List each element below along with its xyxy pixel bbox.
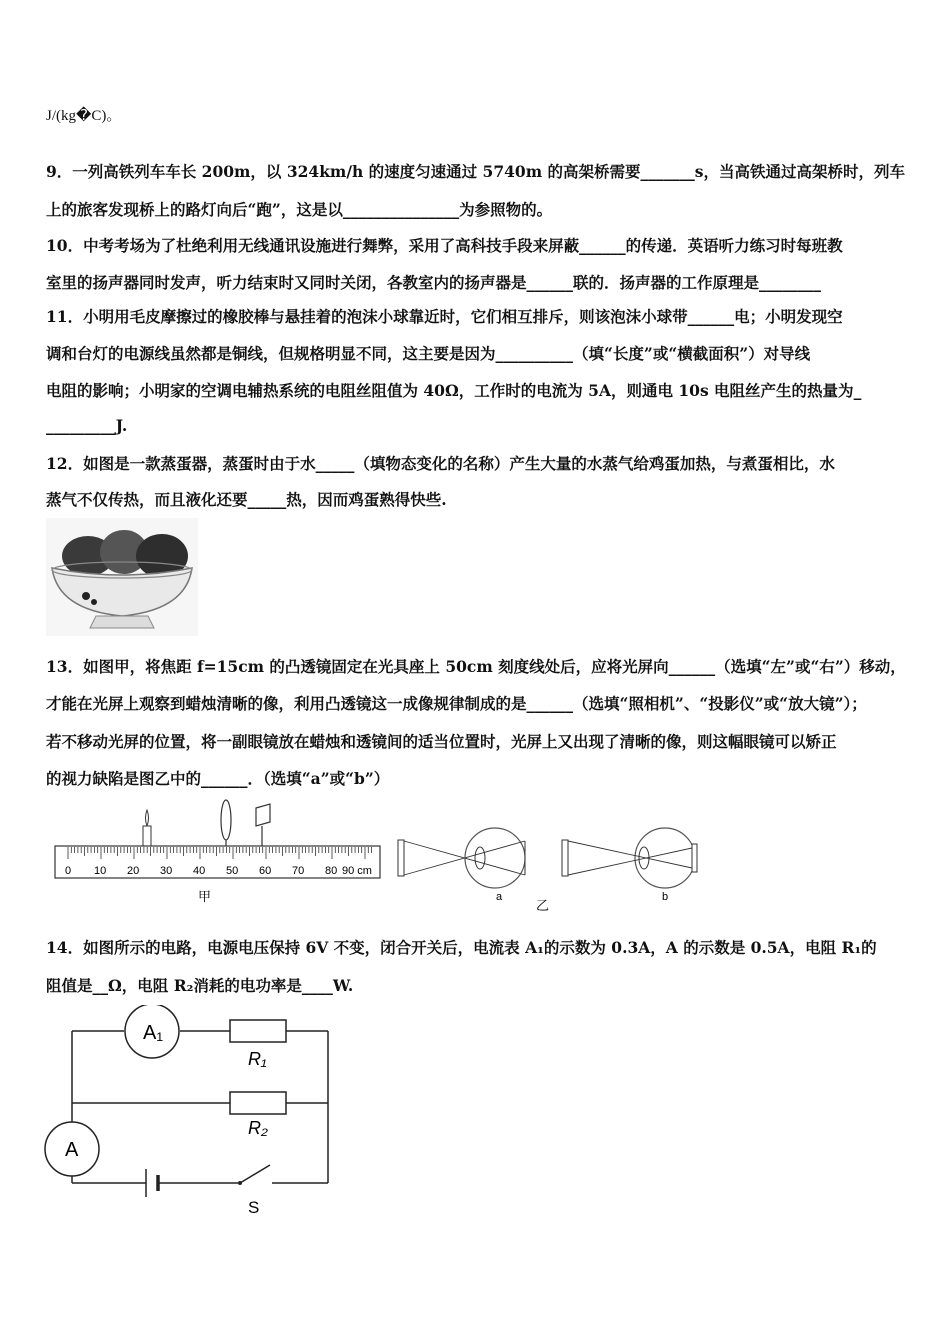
- circuit-diagram: [40, 1005, 340, 1220]
- light-screen: [256, 804, 270, 846]
- ruler-label-30: 30: [160, 865, 173, 877]
- q13-line3: 若不移动光屏的位置，将一副眼镜放在蜡烛和透镜间的适当位置时，光屏上又出现了清晰的像，则这幅眼镜可以矫正: [46, 732, 837, 751]
- ruler-label-90cm: 90 cm: [342, 865, 372, 877]
- q11-line2: 调和台灯的电源线虽然都是铜线，但规格明显不同，这主要是因为__________（填“长度”或“横截面积”）对导线: [46, 344, 811, 363]
- ruler-label-60: 60: [259, 865, 272, 877]
- ruler-label-40: 40: [193, 865, 206, 877]
- q12-line1: 12．如图是一款蒸蛋器，蒸蛋时由于水_____（填物态变化的名称）产生大量的水蒸气给鸡蛋加热，与煮蛋相比，水: [46, 454, 835, 473]
- ruler-label-70: 70: [292, 865, 305, 877]
- specific-heat-unit: J/(kg�C)。: [46, 108, 122, 124]
- q14-line1: 14．如图所示的电路，电源电压保持 6V 不变，闭合开关后，电流表 A₁的示数为 0.3A，A 的示数是 0.5A，电阻 R₁的: [46, 938, 877, 957]
- q12-line2: 蒸气不仅传热，而且液化还要_____热，因而鸡蛋熟得快些.: [46, 490, 447, 509]
- eye-diagram-b: [562, 828, 697, 888]
- eye-label-a: a: [496, 891, 503, 903]
- caption-yi: 乙: [536, 898, 550, 913]
- ammeter-a1-label: A₁: [143, 1022, 164, 1044]
- q9-line1: 9．一列高铁列车车长 200m，以 324km/h 的速度匀速通过 5740m 的高架桥需要_______s，当高铁通过高架桥时，列车: [46, 162, 905, 181]
- resistor-r2: [230, 1092, 286, 1114]
- switch-lever: [240, 1165, 270, 1183]
- q13-line2: 才能在光屏上观察到蜡烛清晰的像，利用凸透镜这一成像规律制成的是______（选填“照相机”、“投影仪”或“放大镜”）；: [46, 694, 867, 713]
- q13-line4: 的视力缺陷是图乙中的______．（选填“a”或“b”）: [46, 769, 390, 788]
- steamer-base: [90, 616, 154, 628]
- resistor-r1-label: R₁: [248, 1049, 267, 1069]
- resistor-r1: [230, 1020, 286, 1042]
- ruler-label-20: 20: [127, 865, 140, 877]
- ruler-label-10: 10: [94, 865, 107, 877]
- q10-line2: 室里的扬声器同时发声，听力结束时又同时关闭，各教室内的扬声器是______联的．扬声器的工作原理是________: [46, 273, 822, 292]
- ammeter-a-label: A: [65, 1139, 79, 1161]
- caption-jia: 甲: [198, 889, 212, 904]
- q10-line1: 10．中考考场为了杜绝利用无线通讯设施进行舞弊，采用了高科技手段来屏蔽______的传递．英语听力练习时每班教: [46, 236, 843, 255]
- switch-label: S: [248, 1198, 260, 1217]
- resistor-r2-label: R₂: [248, 1118, 268, 1138]
- egg-steamer-image: [46, 518, 198, 636]
- q11-line4: _________J.: [46, 416, 128, 435]
- eye-label-b: b: [662, 891, 669, 903]
- q11-line1: 11．小明用毛皮摩擦过的橡胶棒与悬挂着的泡沫小球靠近时，它们相互排斥，则该泡沫小球带______电；小明发现空: [46, 307, 843, 326]
- q13-line1: 13．如图甲，将焦距 f=15cm 的凸透镜固定在光具座上 50cm 刻度线处后，应将光屏向______（选填“左”或“右”）移动，: [46, 657, 906, 676]
- candle: [143, 810, 151, 846]
- ruler-label-50: 50: [226, 865, 239, 877]
- ruler-label-0: 0: [65, 865, 72, 877]
- convex-lens: [221, 800, 231, 846]
- q9-line2: 上的旅客发现桥上的路灯向后“跑”，这是以_______________为参照物的。: [46, 200, 553, 219]
- eye-diagram-a: [398, 828, 525, 888]
- optics-figure: [50, 798, 720, 916]
- q11-line3: 电阻的影响；小明家的空调电辅热系统的电阻丝阻值为 40Ω，工作时的电流为 5A，则通电 10s 电阻丝产生的热量为_: [46, 381, 862, 400]
- q14-line2: 阻值是__Ω，电阻 R₂消耗的电功率是____W.: [46, 976, 354, 995]
- ruler-label-80: 80: [325, 865, 338, 877]
